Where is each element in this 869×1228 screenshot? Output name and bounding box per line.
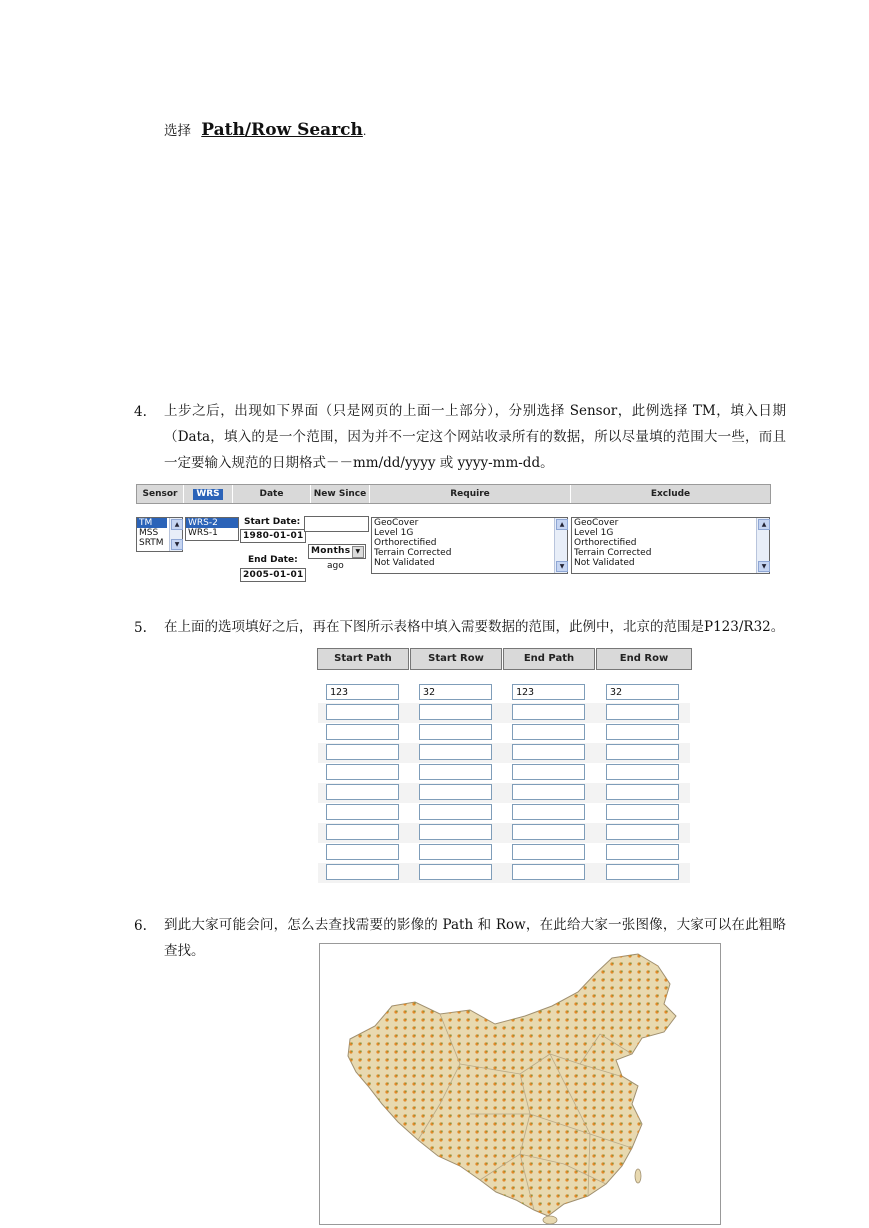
scroll-up-icon[interactable]: ▲: [758, 519, 770, 530]
start-row-input[interactable]: [419, 824, 492, 840]
start-row-input[interactable]: [419, 704, 492, 720]
scroll-up-icon[interactable]: ▲: [171, 519, 183, 530]
step3-line: [164, 117, 366, 145]
header-sensor: Sensor: [137, 485, 184, 503]
months-select[interactable]: [308, 544, 366, 559]
step6-number: 6.: [134, 918, 147, 934]
step4-number: 4.: [134, 404, 147, 420]
header-require: Require: [370, 485, 571, 503]
china-map-image: [320, 944, 720, 1224]
sensor-select[interactable]: [136, 517, 183, 552]
wrs-select[interactable]: [185, 517, 239, 541]
hainan-island: [543, 1216, 557, 1224]
exclude-select[interactable]: [571, 517, 770, 574]
step3-prefix: 选择: [164, 123, 191, 139]
start-row-input[interactable]: [419, 744, 492, 760]
start-row-input[interactable]: [419, 724, 492, 740]
search-form: [136, 484, 770, 580]
scroll-down-icon[interactable]: ▼: [758, 561, 770, 572]
start-row-input[interactable]: [419, 844, 492, 860]
start-path-input[interactable]: [326, 704, 399, 720]
taiwan-island: [635, 1169, 641, 1183]
start-path-input[interactable]: [326, 764, 399, 780]
months-select-label: Months: [311, 546, 351, 556]
end-row-input[interactable]: [606, 724, 679, 740]
start-path-input[interactable]: [326, 744, 399, 760]
end-path-input[interactable]: [512, 724, 585, 740]
wrs-path-row-map: [319, 943, 721, 1225]
step3-suffix: .: [362, 125, 367, 138]
header-new-since: New Since: [311, 485, 370, 503]
end-row-input[interactable]: [606, 824, 679, 840]
start-row-input[interactable]: [419, 804, 492, 820]
end-row-input[interactable]: [606, 864, 679, 880]
scroll-down-icon[interactable]: ▼: [171, 539, 183, 550]
start-path-input[interactable]: [326, 844, 399, 860]
start-row-input[interactable]: [419, 784, 492, 800]
end-row-input[interactable]: [606, 764, 679, 780]
end-date-field[interactable]: 2005-01-01: [240, 568, 306, 582]
header-end-row: End Row: [596, 648, 692, 670]
start-path-input[interactable]: [326, 804, 399, 820]
require-option[interactable]: Terrain Corrected: [374, 548, 452, 558]
exclude-option[interactable]: Terrain Corrected: [574, 548, 652, 558]
require-option[interactable]: GeoCover: [374, 518, 419, 528]
header-start-row: Start Row: [410, 648, 502, 670]
exclude-option[interactable]: Orthorectified: [574, 538, 637, 548]
end-row-input[interactable]: [606, 704, 679, 720]
start-path-input[interactable]: 123: [326, 684, 399, 700]
start-row-input[interactable]: 32: [419, 684, 492, 700]
header-end-path: End Path: [503, 648, 595, 670]
require-scrollbar[interactable]: [554, 518, 567, 573]
ago-label: ago: [327, 561, 344, 571]
header-start-path: Start Path: [317, 648, 409, 670]
start-date-field[interactable]: 1980-01-01: [240, 529, 306, 543]
start-date-label: Start Date:: [244, 517, 301, 527]
step5-text: 在上面的选项填好之后，再在下图所示表格中填入需要数据的范围，此例中，北京的范围是P123/R32。: [164, 619, 785, 635]
end-path-input[interactable]: [512, 864, 585, 880]
header-date: Date: [233, 485, 311, 503]
sensor-option-tm[interactable]: TM: [137, 518, 167, 528]
end-path-input[interactable]: [512, 764, 585, 780]
form-header-bar: [136, 484, 771, 504]
end-row-input[interactable]: [606, 744, 679, 760]
chevron-down-icon[interactable]: ▼: [352, 546, 364, 558]
wrs-option-1[interactable]: WRS-1: [188, 528, 218, 538]
step5-number: 5.: [134, 620, 147, 636]
sensor-option-srtm[interactable]: SRTM: [139, 538, 164, 548]
step6-text: 到此大家可能会问，怎么去查找需要的影像的 Path 和 Row，在此给大家一张图像，大家可以在此粗略查找。: [164, 917, 786, 959]
new-since-field[interactable]: [304, 516, 369, 532]
header-wrs-label: WRS: [193, 489, 222, 500]
start-path-input[interactable]: [326, 784, 399, 800]
scroll-up-icon[interactable]: ▲: [556, 519, 568, 530]
end-date-label: End Date:: [248, 555, 298, 565]
exclude-option[interactable]: Not Validated: [574, 558, 635, 568]
exclude-scrollbar[interactable]: [756, 518, 769, 573]
end-path-input[interactable]: [512, 844, 585, 860]
wrs-option-2[interactable]: WRS-2: [186, 518, 238, 528]
step4-text: 上步之后，出现如下界面（只是网页的上面一上部分），分别选择 Sensor，此例选择 TM，填入日期（Data，填入的是一个范围，因为并不一定这个网站收录所有的数据，所以尽量填的范围大一些，而且一定要输入规范的日期格式－－mm/dd/yyyy 或 yyyy-mm-dd。: [164, 403, 786, 471]
start-row-input[interactable]: [419, 864, 492, 880]
scroll-down-icon[interactable]: ▼: [556, 561, 568, 572]
end-row-input[interactable]: [606, 804, 679, 820]
require-option[interactable]: Not Validated: [374, 558, 435, 568]
exclude-option[interactable]: Level 1G: [574, 528, 614, 538]
header-exclude: Exclude: [650, 489, 691, 499]
end-path-input[interactable]: [512, 804, 585, 820]
end-path-input[interactable]: [512, 824, 585, 840]
require-option[interactable]: Orthorectified: [374, 538, 437, 548]
require-select[interactable]: [371, 517, 568, 574]
path-row-search-link[interactable]: Path/Row Search: [201, 120, 363, 140]
start-path-input[interactable]: [326, 824, 399, 840]
end-path-input[interactable]: 123: [512, 684, 585, 700]
start-path-input[interactable]: [326, 864, 399, 880]
sensor-option-mss[interactable]: MSS: [139, 528, 159, 538]
start-path-input[interactable]: [326, 724, 399, 740]
end-row-input[interactable]: [606, 844, 679, 860]
end-path-input[interactable]: [512, 784, 585, 800]
header-wrs: [184, 485, 233, 503]
sensor-scrollbar[interactable]: [169, 518, 182, 551]
end-row-input[interactable]: [606, 784, 679, 800]
start-row-input[interactable]: [419, 764, 492, 780]
end-row-input[interactable]: 32: [606, 684, 679, 700]
end-path-input[interactable]: [512, 744, 585, 760]
end-path-input[interactable]: [512, 704, 585, 720]
require-option[interactable]: Level 1G: [374, 528, 414, 538]
exclude-option[interactable]: GeoCover: [574, 518, 619, 528]
